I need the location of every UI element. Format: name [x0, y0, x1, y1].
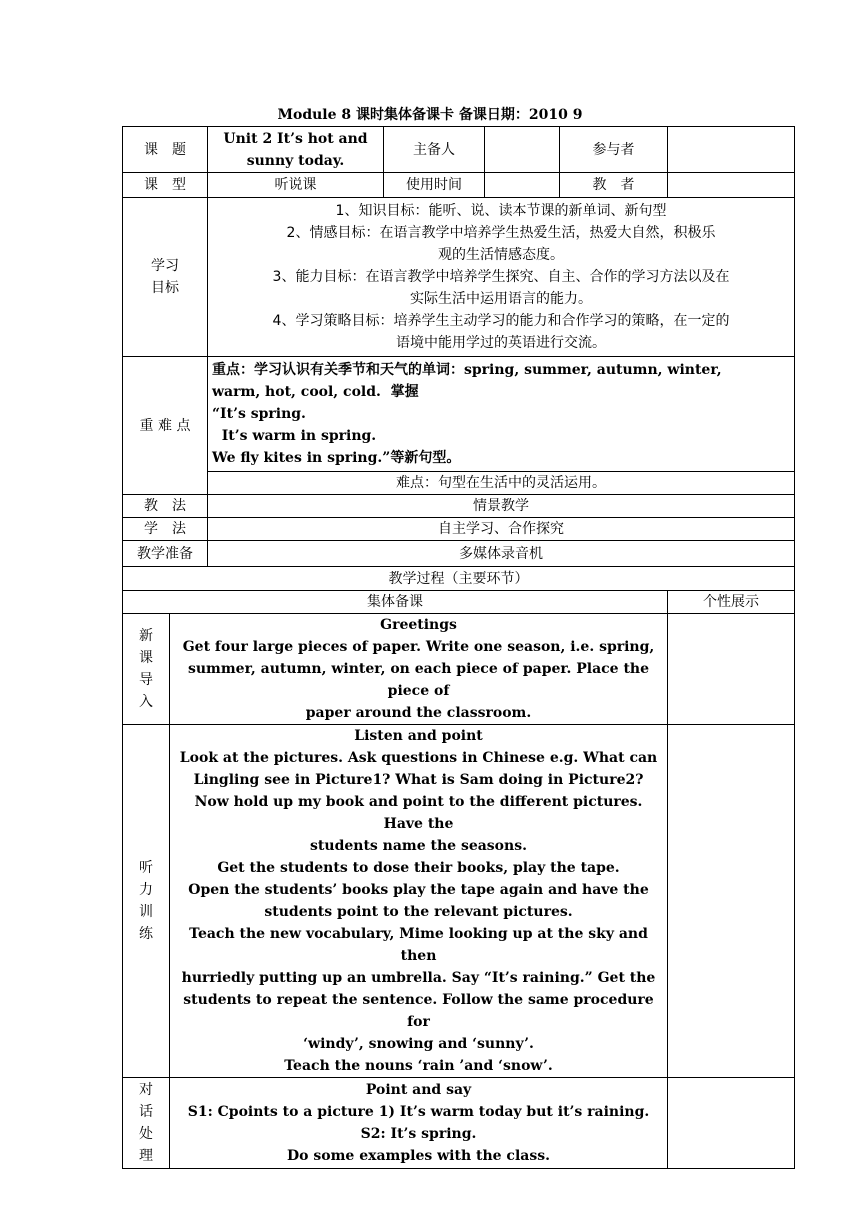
collective-prep-header: 集体备课: [123, 591, 668, 614]
goals-row: [123, 198, 795, 357]
content-line: Teach the nouns ‘rain ’and ‘snow’.: [284, 1058, 553, 1074]
content-line: students to repeat the sentence. Follow the same procedure for: [183, 992, 654, 1030]
content-line: Lingling see in Picture1? What is Sam doing in Picture2?: [193, 772, 644, 788]
content-line: paper around the classroom.: [305, 705, 532, 721]
label-char: 训: [139, 904, 153, 920]
teaching-method-row: [123, 495, 795, 518]
difficulty-row: [123, 472, 795, 495]
process-section-listening: [123, 725, 795, 1078]
learning-method-row: [123, 518, 795, 541]
goal-line: 观的生活情感态度。: [438, 247, 564, 263]
topic-label: 课 题: [123, 127, 208, 173]
content-line: Listen and point: [354, 728, 483, 744]
learning-method-value: 自主学习、合作探究: [208, 518, 795, 541]
label-char: 话: [139, 1104, 153, 1120]
content-line: hurriedly putting up an umbrella. Say “It’s raining.” Get the: [181, 970, 656, 986]
key-point-line: 重点：学习认识有关季节和天气的单词：spring, summer, autumn, winter,: [212, 362, 722, 378]
section-personal-dialogue: [668, 1078, 795, 1169]
label-char: 入: [139, 694, 153, 710]
topic-value: Unit 2 It’s hot and sunny today.: [208, 127, 384, 173]
goal-line: 语境中能用学过的英语进行交流。: [396, 335, 606, 351]
topic-row: [123, 127, 795, 173]
key-points-content: [208, 357, 795, 472]
content-line: Point and say: [365, 1082, 472, 1098]
goals-label: [123, 198, 208, 357]
label-char: 新: [139, 628, 153, 644]
label-char: 课: [139, 650, 153, 666]
process-title: 教学过程（主要环节）: [123, 567, 795, 591]
preparation-value: 多媒体录音机: [208, 541, 795, 567]
section-content-listening: [170, 725, 668, 1078]
participants-value: [668, 127, 795, 173]
participants-label: 参与者: [560, 127, 668, 173]
learning-method-label: 学 法: [123, 518, 208, 541]
section-content-intro: [170, 614, 668, 725]
process-section-dialogue: [123, 1078, 795, 1169]
process-title-row: [123, 567, 795, 591]
goals-label-text: 学习目标: [151, 258, 179, 296]
content-line: Look at the pictures. Ask questions in Chinese e.g. What can: [179, 750, 658, 766]
content-line: S2: It’s spring.: [360, 1126, 477, 1142]
preparation-label: 教学准备: [123, 541, 208, 567]
label-char: 处: [139, 1126, 153, 1142]
personal-display-header: 个性展示: [668, 591, 795, 614]
content-line: students name the seasons.: [310, 838, 527, 854]
label-char: 导: [139, 672, 153, 688]
goals-content: [208, 198, 795, 357]
type-label: 课 型: [123, 173, 208, 198]
type-value: 听说课: [208, 173, 384, 198]
process-section-intro: [123, 614, 795, 725]
goal-line: 1、知识目标：能听、说、读本节课的新单词、新句型: [335, 203, 667, 219]
time-label: 使用时间: [384, 173, 485, 198]
preparer-value: [485, 127, 560, 173]
label-char: 力: [139, 882, 153, 898]
difficulty-text: 难点：句型在生活中的灵活运用。: [208, 472, 795, 495]
content-line: Teach the new vocabulary, Mime looking up at the sky and then: [189, 926, 648, 964]
time-value: [485, 173, 560, 198]
section-personal-listening: [668, 725, 795, 1078]
goal-line: 实际生活中运用语言的能力。: [410, 291, 592, 307]
type-row: [123, 173, 795, 198]
goal-line: 4、学习策略目标：培养学生主动学习的能力和合作学习的策略，在一定的: [272, 313, 730, 329]
key-points-row: [123, 357, 795, 472]
teaching-method-value: 情景教学: [208, 495, 795, 518]
content-line: ‘windy’, snowing and ‘sunny’.: [303, 1036, 534, 1052]
section-label-intro: [123, 614, 170, 725]
label-char: 理: [139, 1148, 153, 1164]
preparation-row: [123, 541, 795, 567]
key-point-line: “It’s spring.: [212, 406, 306, 422]
preparer-label: 主备人: [384, 127, 485, 173]
content-line: Now hold up my book and point to the different pictures. Have the: [194, 794, 643, 832]
goal-line: 2、情感目标：在语言教学中培养学生热爱生活，热爱大自然，积极乐: [286, 225, 716, 241]
section-label-dialogue: [123, 1078, 170, 1169]
content-line: Do some examples with the class.: [287, 1148, 550, 1164]
key-point-line: It’s warm in spring.: [212, 428, 377, 444]
content-line: students point to the relevant pictures.: [264, 904, 573, 920]
content-line: S1: Cpoints to a picture 1) It’s warm today but it’s raining.: [187, 1104, 650, 1120]
document-title: Module 8 课时集体备课卡 备课日期：2010 9: [277, 107, 583, 123]
section-content-dialogue: [170, 1078, 668, 1169]
label-char: 练: [139, 926, 153, 942]
content-line: Get the students to dose their books, play the tape.: [217, 860, 620, 876]
lesson-plan-table: [122, 126, 795, 1169]
content-line: Greetings: [380, 617, 457, 633]
process-header-row: [123, 591, 795, 614]
label-char: 对: [139, 1082, 153, 1098]
content-line: Get four large pieces of paper. Write one season, i.e. spring,: [182, 639, 655, 655]
section-label-listening: [123, 725, 170, 1078]
content-line: summer, autumn, winter, on each piece of paper. Place the piece of: [187, 661, 650, 699]
teacher-value: [668, 173, 795, 198]
goal-line: 3、能力目标：在语言教学中培养学生探究、自主、合作的学习方法以及在: [272, 269, 730, 285]
teacher-label: 教 者: [560, 173, 668, 198]
key-points-label: 重 难 点: [123, 357, 208, 495]
section-personal-intro: [668, 614, 795, 725]
key-point-line: We fly kites in spring.”等新句型。: [212, 450, 461, 466]
content-line: Open the students’ books play the tape again and have the: [188, 882, 649, 898]
teaching-method-label: 教 法: [123, 495, 208, 518]
label-char: 听: [139, 860, 153, 876]
key-point-line: warm, hot, cool, cold. 掌握: [212, 384, 419, 400]
